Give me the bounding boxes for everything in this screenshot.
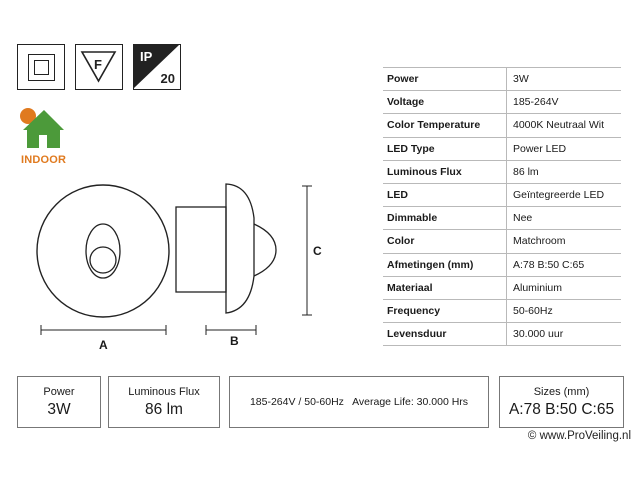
spec-value: Aluminium	[507, 276, 622, 299]
dimension-b-label: B	[230, 334, 239, 348]
spec-value: 185-264V	[507, 91, 622, 114]
spec-row	[383, 323, 621, 346]
ip-rating: 20	[160, 71, 175, 86]
spec-value: 30.000 uur	[507, 323, 622, 346]
sizes-box-label: Sizes (mm)	[533, 385, 590, 398]
spec-value: Power LED	[507, 137, 622, 160]
ip-label: IP	[140, 49, 153, 64]
spec-key: Frequency	[383, 299, 507, 322]
flux-box-label: Luminous Flux	[128, 385, 200, 398]
power-box-label: Power	[43, 385, 75, 398]
spec-key: Luminous Flux	[383, 160, 507, 183]
flux-box-value: 86 lm	[145, 400, 183, 418]
spec-key: Color	[383, 230, 507, 253]
ip-rating-icon	[133, 44, 181, 90]
f-mark-icon	[75, 44, 123, 90]
spec-row	[383, 160, 621, 183]
svg-text:F: F	[94, 57, 102, 72]
spec-row	[383, 276, 621, 299]
spec-key: Color Temperature	[383, 114, 507, 137]
spec-value: Geïntegreerde LED	[507, 183, 622, 206]
spec-value: Matchroom	[507, 230, 622, 253]
spec-value: 86 lm	[507, 160, 622, 183]
dimension-a-label: A	[99, 338, 108, 352]
spec-key: Levensduur	[383, 323, 507, 346]
spec-value: Nee	[507, 207, 622, 230]
spec-key: LED	[383, 183, 507, 206]
spec-key: Voltage	[383, 91, 507, 114]
sizes-box	[499, 376, 624, 428]
spec-row	[383, 137, 621, 160]
spec-key: Materiaal	[383, 276, 507, 299]
spec-row	[383, 68, 621, 91]
flux-box	[108, 376, 220, 428]
indoor-label: INDOOR	[21, 154, 67, 166]
spec-row	[383, 207, 621, 230]
product-drawing	[30, 178, 330, 348]
voltage-life-box	[229, 376, 489, 428]
spec-value: 3W	[507, 68, 622, 91]
sizes-box-value: A:78 B:50 C:65	[508, 400, 615, 418]
spec-row	[383, 230, 621, 253]
spec-key: Power	[383, 68, 507, 91]
spec-value: 4000K Neutraal Wit	[507, 114, 622, 137]
spec-value: 50-60Hz	[507, 299, 622, 322]
double-insulation-icon	[17, 44, 65, 90]
spec-value: A:78 B:50 C:65	[507, 253, 622, 276]
spec-key: LED Type	[383, 137, 507, 160]
watermark: © www.ProVeiling.nl	[527, 430, 631, 442]
spec-row	[383, 183, 621, 206]
spec-row	[383, 299, 621, 322]
power-box	[17, 376, 101, 428]
house-sun-icon	[18, 104, 66, 157]
dimension-c-label: C	[313, 244, 322, 258]
spec-row	[383, 91, 621, 114]
voltage-life-text: 185-264V / 50-60Hz Average Life: 30.000 Hrs	[249, 396, 469, 408]
spec-key: Dimmable	[383, 207, 507, 230]
spec-row	[383, 253, 621, 276]
power-box-value: 3W	[47, 400, 71, 418]
spec-key: Afmetingen (mm)	[383, 253, 507, 276]
spec-row	[383, 114, 621, 137]
spec-table	[383, 67, 621, 346]
